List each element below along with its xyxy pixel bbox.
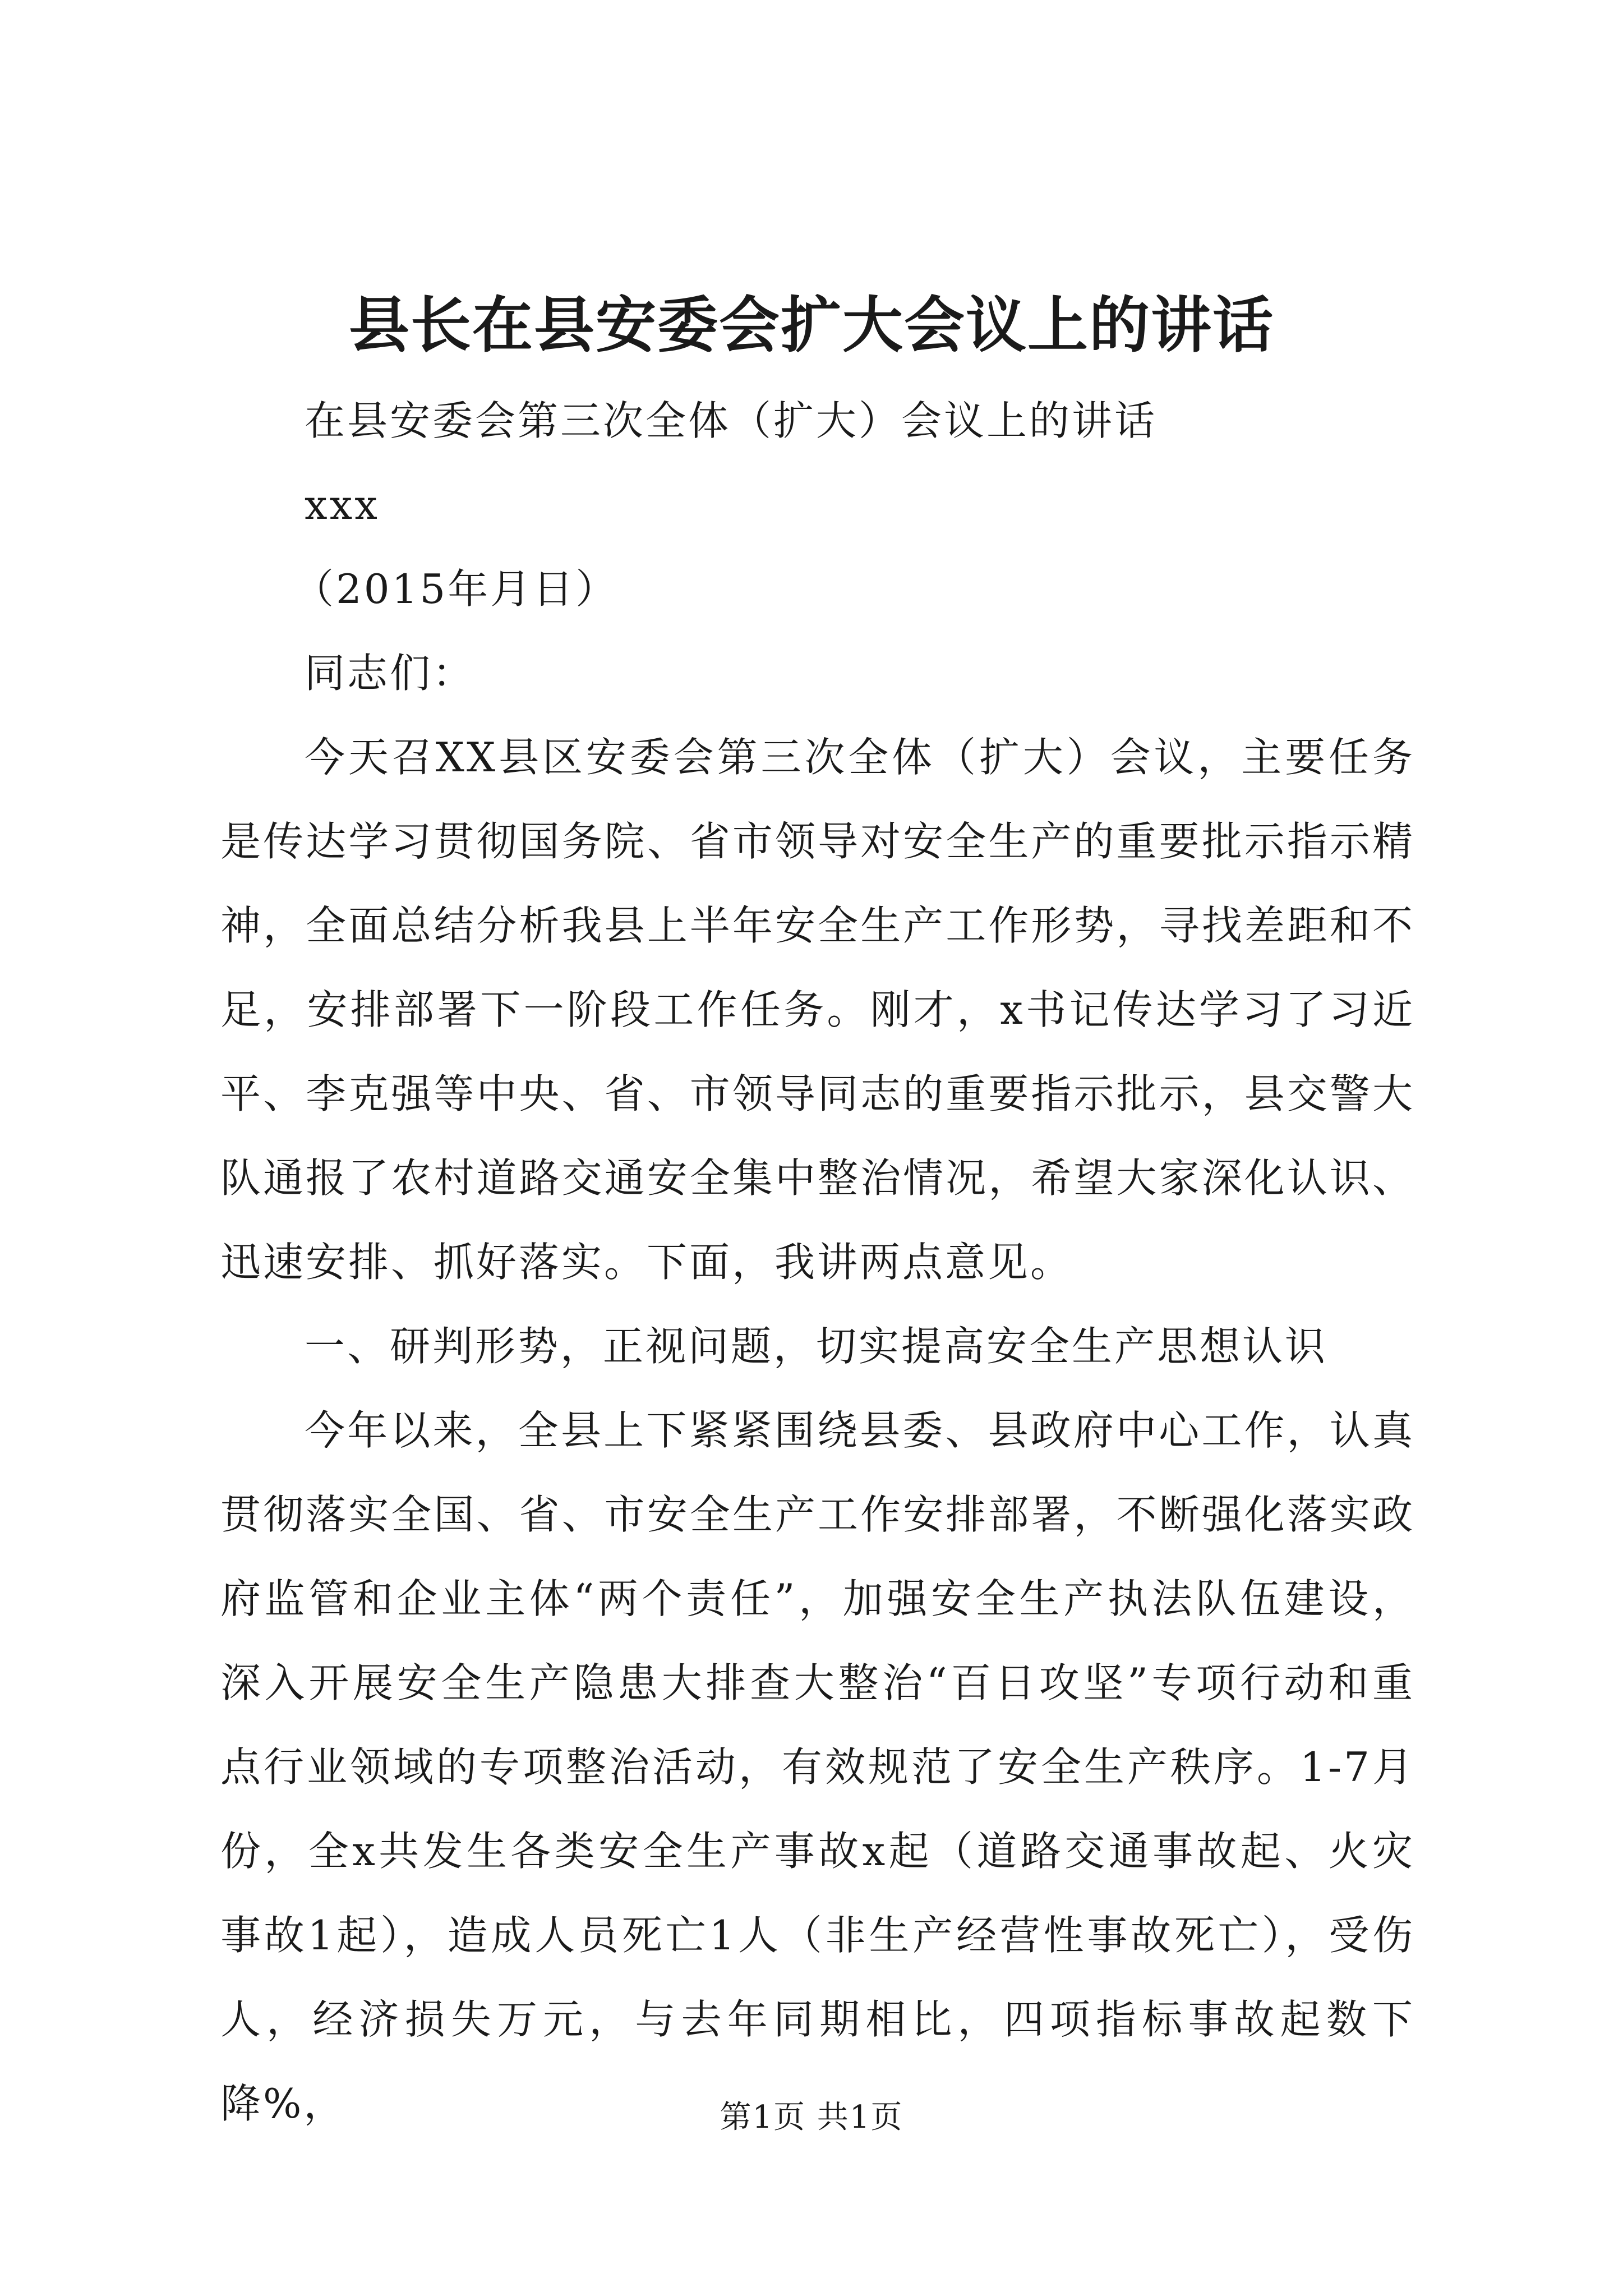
salutation: 同志们：: [305, 650, 476, 697]
document-subtitle: 在县安委会第三次全体（扩大）会议上的讲话: [305, 397, 1158, 444]
speaker-name: xxx: [305, 481, 380, 528]
paragraph-body: 今年以来，全县上下紧紧围绕县委、县政府中心工作，认真贯彻落实全国、省、市安全生产工作安排部署，不断强化落实政府监管和企业主体“两个责任”，加强安全生产执法队伍建设，深入开展安全生产隐患大排查大整治“百日攻坚”专项行动和重点行业领域的专项整治活动，有效规范了安全生产秩序。1-7月份，全x共发生各类安全生产事故x起（道路交通事故起、火灾事故1起），造成人员死亡1人（非生产经营性事故死亡），受伤人，经济损失万元，与去年同期相比，四项指标事故起数下降%，: [220, 1407, 1415, 2127]
speech-date: （2015年月日）: [293, 565, 619, 613]
document-title: 县长在县安委会扩大会议上的讲话: [348, 290, 1274, 361]
paragraph-intro: 今天召XX县区安委会第三次全体（扩大）会议，主要任务是传达学习贯彻国务院、省市领导对安全生产的重要批示指示精神，全面总结分析我县上半年安全生产工作形势，寻找差距和不足，安排部署下一阶段工作任务。刚才，x书记传达学习了习近平、李克强等中央、省、市领导同志的重要指示批示，县交警大队通报了农村道路交通安全集中整治情况，希望大家深化认识、迅速安排、抓好落实。下面，我讲两点意见。: [220, 734, 1415, 1286]
section-heading: 一、研判形势，正视问题，切实提高安全生产思想认识: [305, 1323, 1328, 1370]
document-body: [220, 379, 1415, 2146]
page-footer: 第1页 共1页: [720, 2099, 903, 2136]
